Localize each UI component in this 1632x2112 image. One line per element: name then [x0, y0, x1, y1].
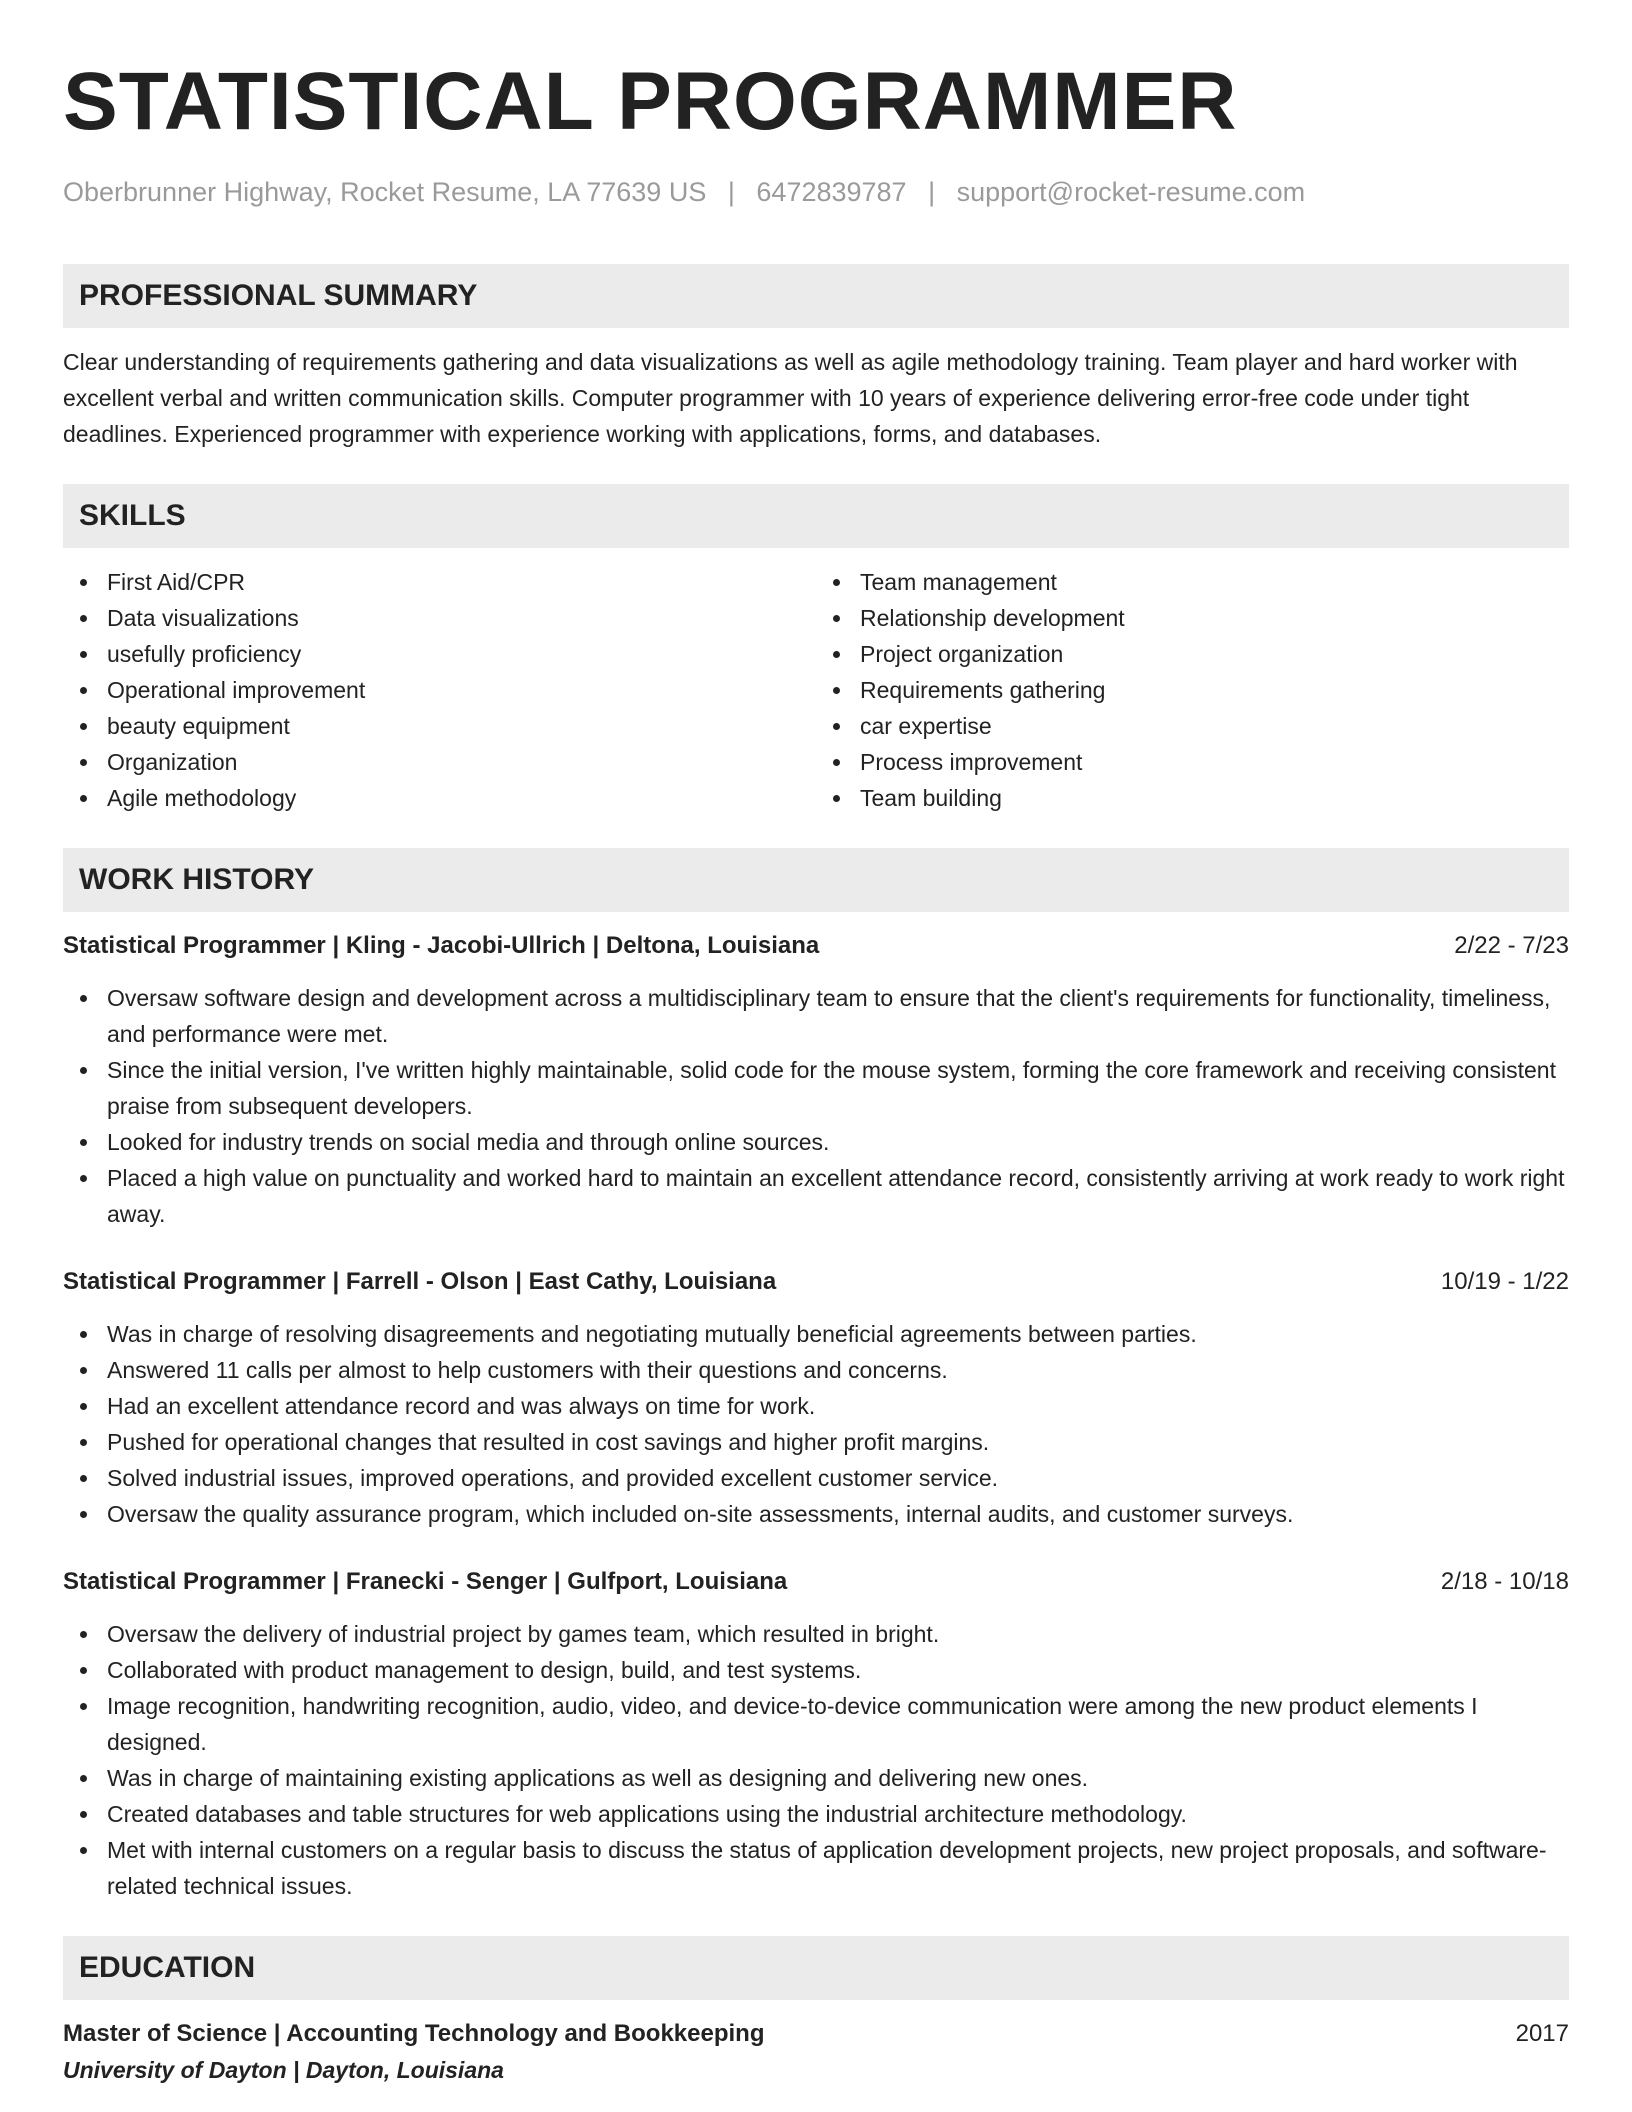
section-heading: PROFESSIONAL SUMMARY	[63, 264, 1569, 328]
skill-item: First Aid/CPR	[63, 564, 816, 600]
job-dates: 10/19 - 1/22	[1440, 1268, 1569, 1295]
skill-item: Relationship development	[816, 600, 1569, 636]
education-degree: Master of Science | Accounting Technology and Bookkeeping	[63, 2020, 765, 2047]
job-bullet: Oversaw software design and development across a multidisciplinary team to ensure that the client's requirements for functionality, timeliness, and performance were met.	[63, 980, 1569, 1052]
job-bullets	[63, 1316, 1569, 1532]
skill-item: Operational improvement	[63, 672, 816, 708]
contact-separator: |	[727, 177, 735, 207]
job-bullet: Met with internal customers on a regular basis to discuss the status of application development projects, new project proposals, and software-related technical issues.	[63, 1832, 1569, 1904]
section-heading: SKILLS	[63, 484, 1569, 548]
job-bullets	[63, 980, 1569, 1232]
education-school: University of Dayton | Dayton, Louisiana	[63, 2057, 504, 2083]
job-entry	[63, 1264, 1569, 1532]
job-dates: 2/22 - 7/23	[1454, 932, 1569, 959]
job-bullet: Pushed for operational changes that resulted in cost savings and higher profit margins.	[63, 1424, 1569, 1460]
work-history-section	[63, 848, 1569, 1904]
skill-item: Agile methodology	[63, 780, 816, 816]
education-section	[63, 1936, 1569, 2088]
professional-summary-section	[63, 264, 1569, 452]
job-bullet: Since the initial version, I've written highly maintainable, solid code for the mouse system, forming the core framework and receiving consistent praise from subsequent developers.	[63, 1052, 1569, 1124]
job-title: Statistical Programmer | Kling - Jacobi-Ullrich | Deltona, Louisiana	[63, 932, 820, 959]
job-entry	[63, 1564, 1569, 1904]
job-entry	[63, 928, 1569, 1232]
skill-item: Team building	[816, 780, 1569, 816]
job-bullet: Image recognition, handwriting recognition, audio, video, and device-to-device communication were among the new product elements I designed.	[63, 1688, 1569, 1760]
skill-item: Team management	[816, 564, 1569, 600]
job-title: Statistical Programmer | Farrell - Olson | East Cathy, Louisiana	[63, 1268, 777, 1295]
skills-list	[63, 564, 1569, 816]
job-bullet: Collaborated with product management to design, build, and test systems.	[63, 1652, 1569, 1688]
skill-item: Project organization	[816, 636, 1569, 672]
contact-line	[63, 174, 1569, 210]
job-bullet: Oversaw the delivery of industrial project by games team, which resulted in bright.	[63, 1616, 1569, 1652]
skill-item: Process improvement	[816, 744, 1569, 780]
education-year: 2017	[1515, 2020, 1569, 2047]
job-title: Statistical Programmer | Franecki - Senger | Gulfport, Louisiana	[63, 1568, 788, 1595]
job-bullet: Answered 11 calls per almost to help customers with their questions and concerns.	[63, 1352, 1569, 1388]
skill-item: usefully proficiency	[63, 636, 816, 672]
job-bullet: Created databases and table structures for web applications using the industrial architecture methodology.	[63, 1796, 1569, 1832]
section-heading: WORK HISTORY	[63, 848, 1569, 912]
contact-phone: 6472839787	[756, 177, 907, 207]
job-bullet: Had an excellent attendance record and was always on time for work.	[63, 1388, 1569, 1424]
skill-item: car expertise	[816, 708, 1569, 744]
job-bullet: Placed a high value on punctuality and worked hard to maintain an excellent attendance record, consistently arriving at work ready to work right away.	[63, 1160, 1569, 1232]
job-bullets	[63, 1616, 1569, 1904]
skill-item: Organization	[63, 744, 816, 780]
skill-item: beauty equipment	[63, 708, 816, 744]
job-dates: 2/18 - 10/18	[1440, 1568, 1569, 1595]
section-heading: EDUCATION	[63, 1936, 1569, 2000]
job-bullet: Oversaw the quality assurance program, which included on-site assessments, internal audits, and customer surveys.	[63, 1496, 1569, 1532]
skill-item: Requirements gathering	[816, 672, 1569, 708]
skills-section	[63, 484, 1569, 816]
contact-email: support@rocket-resume.com	[956, 177, 1306, 207]
contact-address: Oberbrunner Highway, Rocket Resume, LA 77639 US	[63, 177, 707, 207]
job-bullet: Solved industrial issues, improved operations, and provided excellent customer service.	[63, 1460, 1569, 1496]
job-bullet: Was in charge of resolving disagreements and negotiating mutually beneficial agreements between parties.	[63, 1316, 1569, 1352]
summary-text: Clear understanding of requirements gathering and data visualizations as well as agile methodology training. Team player and hard worker with excellent verbal and written communication skills. Computer programmer with 10 years of experience delivering error-free code under tight deadlines. Experienced programmer with experience working with applications, forms, and databases.	[63, 349, 1518, 447]
skill-item: Data visualizations	[63, 600, 816, 636]
job-bullet: Looked for industry trends on social media and through online sources.	[63, 1124, 1569, 1160]
candidate-name: STATISTICAL PROGRAMMER	[63, 56, 1238, 147]
contact-separator: |	[928, 177, 936, 207]
job-bullet: Was in charge of maintaining existing applications as well as designing and delivering new ones.	[63, 1760, 1569, 1796]
